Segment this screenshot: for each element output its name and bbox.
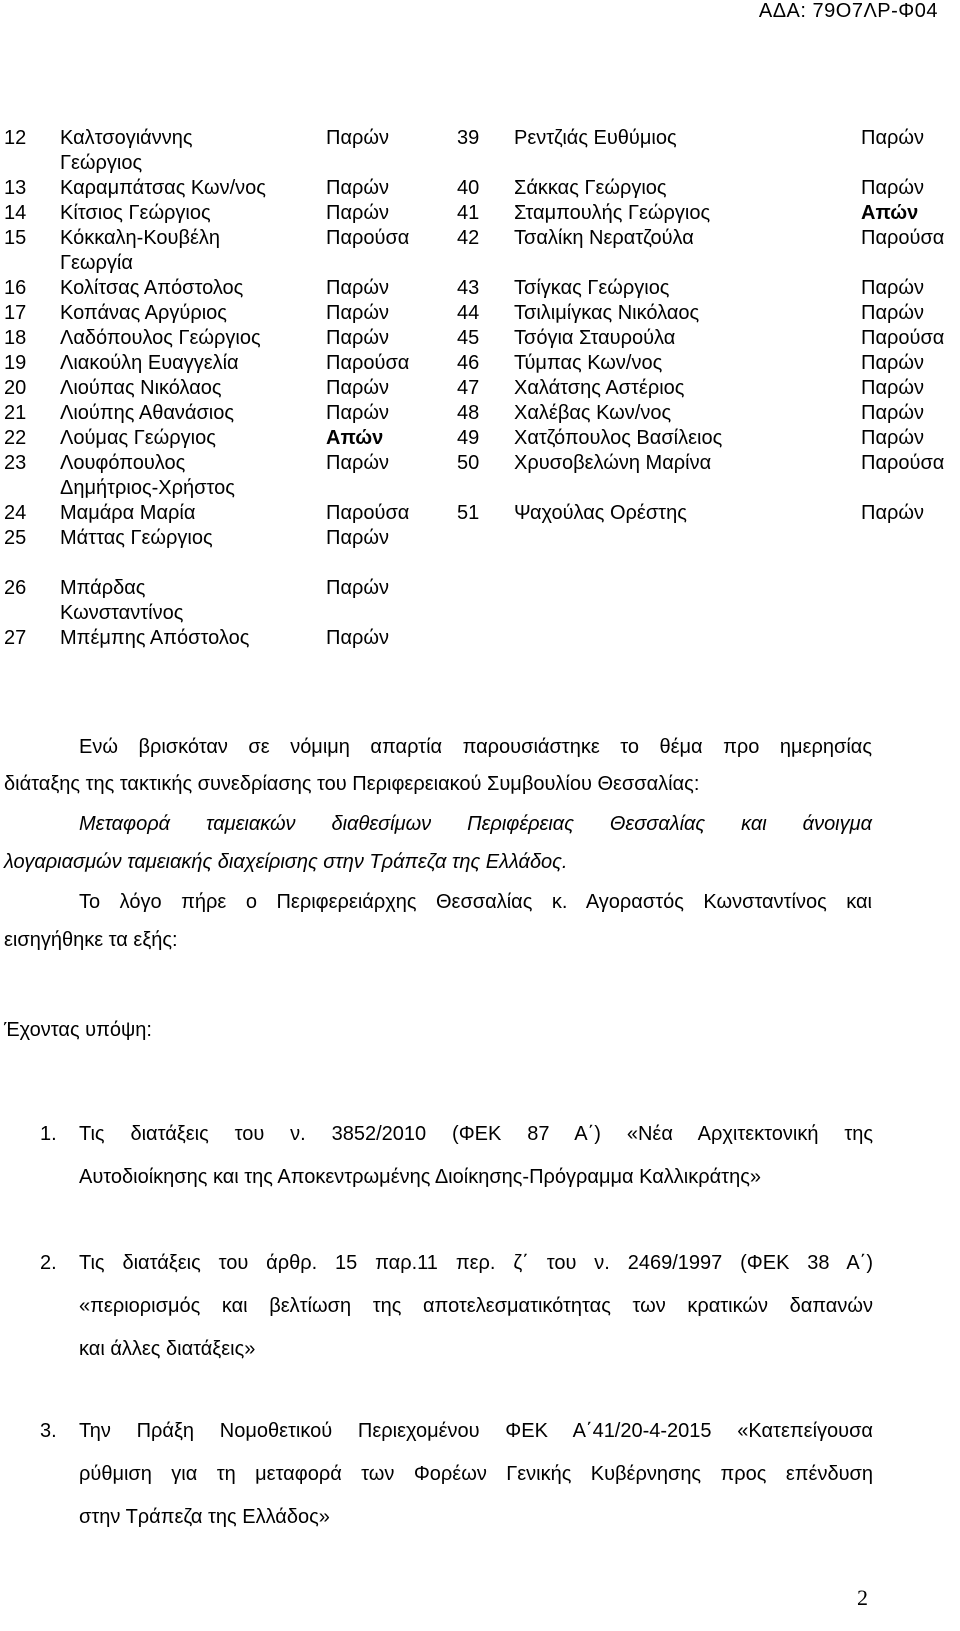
list-item-text: Την Πράξη Νομοθετικού Περιεχομένου ΦΕΚ Α΄41/20-4-2015 «Κατεπείγουσα [79,1420,873,1442]
member-status: Παρών [861,502,924,524]
member-name: Κίτσιος Γεώργιος [60,202,211,224]
speaker-line-2: εισηγήθηκε τα εξής: [4,929,178,951]
member-number: 23 [4,452,27,474]
member-name: Χατζόπουλος Βασίλειος [514,427,723,449]
member-number: 47 [457,377,480,399]
member-number: 43 [457,277,480,299]
member-status: Παρών [861,177,924,199]
speaker-line-1: Το λόγο πήρε ο Περιφερειάρχης Θεσσαλίας κ. Αγοραστός Κωνσταντίνος και [79,891,872,913]
member-number: 45 [457,327,480,349]
member-name: Σταμπουλής Γεώργιος [514,202,711,224]
member-status: Παρούσα [861,227,945,249]
list-item-text: Αυτοδιοίκησης και της Αποκεντρωμένης Διοίκησης-Πρόγραμμα Καλλικράτης» [79,1166,761,1188]
member-status: Παρούσα [326,227,410,249]
member-number: 18 [4,327,27,349]
member-status: Παρούσα [861,327,945,349]
member-name: Χαλέβας Κων/νος [514,402,672,424]
member-number: 16 [4,277,27,299]
considering-heading: Έχοντας υπόψη: [4,1019,152,1041]
member-number: 14 [4,202,27,224]
member-number: 39 [457,127,480,149]
list-item-text: και άλλες διατάξεις» [79,1338,256,1360]
member-name: Μπάρδας [60,577,146,599]
member-name: Χρυσοβελώνη Μαρίνα [514,452,712,474]
member-name: Χαλάτσης Αστέριος [514,377,685,399]
member-number: 41 [457,202,480,224]
member-name: Λουφόπουλος [60,452,186,474]
member-number: 19 [4,352,27,374]
subject-line-1: Μεταφορά ταμειακών διαθεσίμων Περιφέρειας Θεσσαλίας και άνοιγμα [79,813,872,835]
list-item-number: 3. [40,1420,57,1442]
member-number: 15 [4,227,27,249]
member-status: Παρών [861,402,924,424]
member-status: Παρών [861,277,924,299]
member-name: Κοπάνας Αργύριος [60,302,227,324]
member-number: 24 [4,502,27,524]
member-status: Παρών [326,302,389,324]
member-name: Σάκκας Γεώργιος [514,177,667,199]
member-number: 49 [457,427,480,449]
member-name: Μάττας Γεώργιος [60,527,213,549]
member-number: 13 [4,177,27,199]
member-status: Απών [326,427,384,449]
subject-line-2: λογαριασμών ταμειακής διαχείρισης στην Τράπεζα της Ελλάδος. [4,851,568,873]
ada-code: ΑΔΑ: 79Ο7ΛΡ-Φ04 [758,0,938,22]
member-status: Παρών [326,402,389,424]
member-name: Λαδόπουλος Γεώργιος [60,327,261,349]
member-name-continued: Κωνσταντίνος [60,602,184,624]
member-status: Παρών [326,452,389,474]
member-number: 25 [4,527,27,549]
member-name: Τσιλιμίγκας Νικόλαος [514,302,700,324]
member-status: Παρών [861,302,924,324]
member-status: Παρών [326,327,389,349]
member-number: 42 [457,227,480,249]
member-number: 12 [4,127,27,149]
member-name: Μπέμπης Απόστολος [60,627,250,649]
member-name-continued: Δημήτριος-Χρήστος [60,477,235,499]
member-number: 44 [457,302,480,324]
member-number: 20 [4,377,27,399]
list-item-text: Τις διατάξεις του ν. 3852/2010 (ΦΕΚ 87 Α΄) «Νέα Αρχιτεκτονική της [79,1123,873,1145]
member-name: Τσαλίκη Νερατζούλα [514,227,694,249]
member-status: Παρούσα [861,452,945,474]
member-number: 21 [4,402,27,424]
list-item-number: 2. [40,1252,57,1274]
member-name: Λούμας Γεώργιος [60,427,216,449]
member-status: Παρών [861,427,924,449]
member-number: 22 [4,427,27,449]
intro-line-1: Ενώ βρισκόταν σε νόμιμη απαρτία παρουσιάστηκε το θέμα προ ημερησίας [79,736,872,758]
member-number: 17 [4,302,27,324]
member-number: 46 [457,352,480,374]
list-item-number: 1. [40,1123,57,1145]
member-status: Παρών [326,377,389,399]
member-number: 27 [4,627,27,649]
member-status: Παρών [861,352,924,374]
list-item-text: «περιορισμός και βελτίωση της αποτελεσματικότητας των κρατικών δαπανών [79,1295,873,1317]
member-status: Απών [861,202,919,224]
member-status: Παρούσα [326,502,410,524]
member-name: Κολίτσας Απόστολος [60,277,244,299]
member-name: Καλτσογιάννης [60,127,193,149]
member-status: Παρών [326,127,389,149]
member-name: Ρεντζιάς Ευθύμιος [514,127,677,149]
member-status: Παρών [326,627,389,649]
member-name-continued: Γεώργιος [60,152,143,174]
member-status: Παρών [326,577,389,599]
member-number: 26 [4,577,27,599]
member-status: Παρών [326,527,389,549]
member-status: Παρών [326,202,389,224]
page-number: 2 [857,1585,868,1610]
member-name: Τύμπας Κων/νος [514,352,663,374]
member-name: Τσίγκας Γεώργιος [514,277,670,299]
member-number: 50 [457,452,480,474]
member-status: Παρών [326,177,389,199]
member-status: Παρών [326,277,389,299]
member-name: Μαμάρα Μαρία [60,502,196,524]
list-item-text: ρύθμιση για τη μεταφορά των Φορέων Γενικής Κυβέρνησης προς επένδυση [79,1463,873,1485]
member-name: Καραμπάτσας Κων/νος [60,177,266,199]
member-name: Τσόγια Σταυρούλα [514,327,676,349]
member-name: Κόκκαλη-Κουβέλη [60,227,221,249]
list-item-text: στην Τράπεζα της Ελλάδος» [79,1506,330,1528]
member-number: 48 [457,402,480,424]
member-number: 51 [457,502,480,524]
member-name: Λιούπης Αθανάσιος [60,402,235,424]
member-name-continued: Γεωργία [60,252,133,274]
member-status: Παρών [861,377,924,399]
member-name: Ψαχούλας Ορέστης [514,502,687,524]
member-status: Παρών [861,127,924,149]
member-status: Παρούσα [326,352,410,374]
list-item-text: Τις διατάξεις του άρθρ. 15 παρ.11 περ. ζ΄ του ν. 2469/1997 (ΦΕΚ 38 Α΄) [79,1252,873,1274]
member-name: Λιούπας Νικόλαος [60,377,222,399]
member-name: Λιακούλη Ευαγγελία [60,352,239,374]
member-number: 40 [457,177,480,199]
intro-line-2: διάταξης της τακτικής συνεδρίασης του Περιφερειακού Συμβουλίου Θεσσαλίας: [4,773,700,795]
